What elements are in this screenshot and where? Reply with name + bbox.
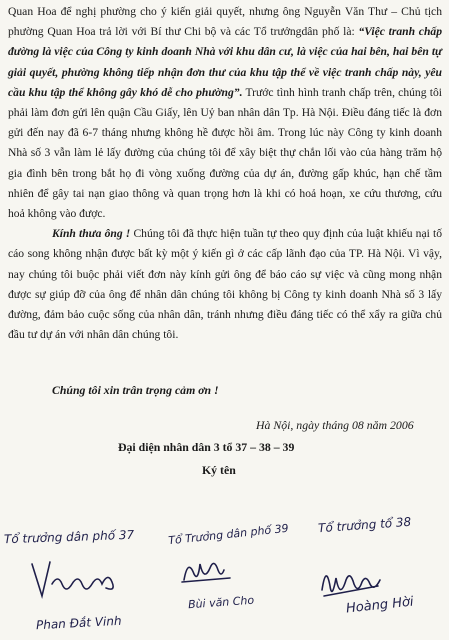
signature-2-mark <box>178 550 248 590</box>
closing-thanks: Chúng tôi xin trân trọng cảm ơn ! <box>52 383 219 397</box>
p1-rest: Trước tình hình tranh chấp trên, chúng tôi phải làm đơn gửi lên quận Cầu Giấy, lên Uỷ ban nhân dân Tp. Hà Nội. Điều đáng tiếc là đơn gửi đến nay đã 6-7 tháng nhưng không hề được hồi âm. Trong lúc này Công ty kinh doanh Nhà số 3 vẫn làm lẻ lấy đường của chúng tôi để xây biệt thự chắn lối vào của hàng trăm hộ gia đình bên trong bắt họ đi vòng xuống đường của dự án, đường gấp khúc, hạn chế tầm nhiên để gây tai nạn giao thông và quan trọng hơn là khi có hoả hoạn, xe cứu thương, cứu hoả không vào được. <box>8 85 442 221</box>
representative-line: Đại diện nhân dân 3 tổ 37 – 38 – 39 <box>118 440 295 454</box>
p2-rest: Chúng tôi đã thực hiện tuần tự theo quy định của luật khiếu nại tố cáo song không nhận được bất kỳ một ý kiến gì ở các cấp lãnh đạo của TP. Hà Nội. Vì vậy, nay chúng tôi buộc phải viết đơn này kính gửi ông để báo cáo sự việc và cũng mong nhận được sự giúp đỡ của ông để nhân dân chúng tôi không bị Công ty kinh doanh Nhà số 3 lấy đường, đảm bảo cuộc sống của nhân dân, tránh nhưng điều đáng tiếc có thể xẩy ra giữa chủ đầu tư dự án với nhân dân chúng tôi. <box>8 227 442 342</box>
salutation: Kính thưa ông ! <box>52 227 131 241</box>
p1-intro: Quan Hoa để nghị phường cho ý kiến giải quyết, nhưng ông Nguyễn Văn Thư – Chủ tịch phường Quan Hoa trả lời với Bí thư Chi bộ và các Tổ trưởngdân phố là: <box>8 5 442 39</box>
signature-3-title: Tổ trưởng tổ 38 <box>317 514 412 536</box>
letter-body <box>8 2 442 345</box>
paragraph-1 <box>8 2 442 224</box>
signature-2-title: Tổ Trưởng dân phố 39 <box>167 521 290 548</box>
paragraph-2 <box>8 224 442 345</box>
closing-date: Hà Nội, ngày tháng 08 năm 2006 <box>256 418 414 432</box>
signature-3-name: Hoàng Hời <box>345 594 415 617</box>
sign-label: Ký tên <box>202 463 236 477</box>
signature-1-title: Tổ trưởng dân phố 37 <box>3 527 135 547</box>
signature-2-name: Bùi văn Cho <box>187 593 255 612</box>
signature-1-name: Phan Đắt Vinh <box>35 613 122 633</box>
chairman-quote: “Việc tranh chấp đường là việc của Công ty kinh doanh Nhà với khu dân cư, là việc của hai bên, hai bên tự giải quyết, phường không tiếp nhận đơn thư của khu tập thể về việc tranh chấp này, yêu cầu khu tập thể không gây khó dễ cho phường”. <box>8 25 442 99</box>
signature-1-mark <box>28 556 138 606</box>
